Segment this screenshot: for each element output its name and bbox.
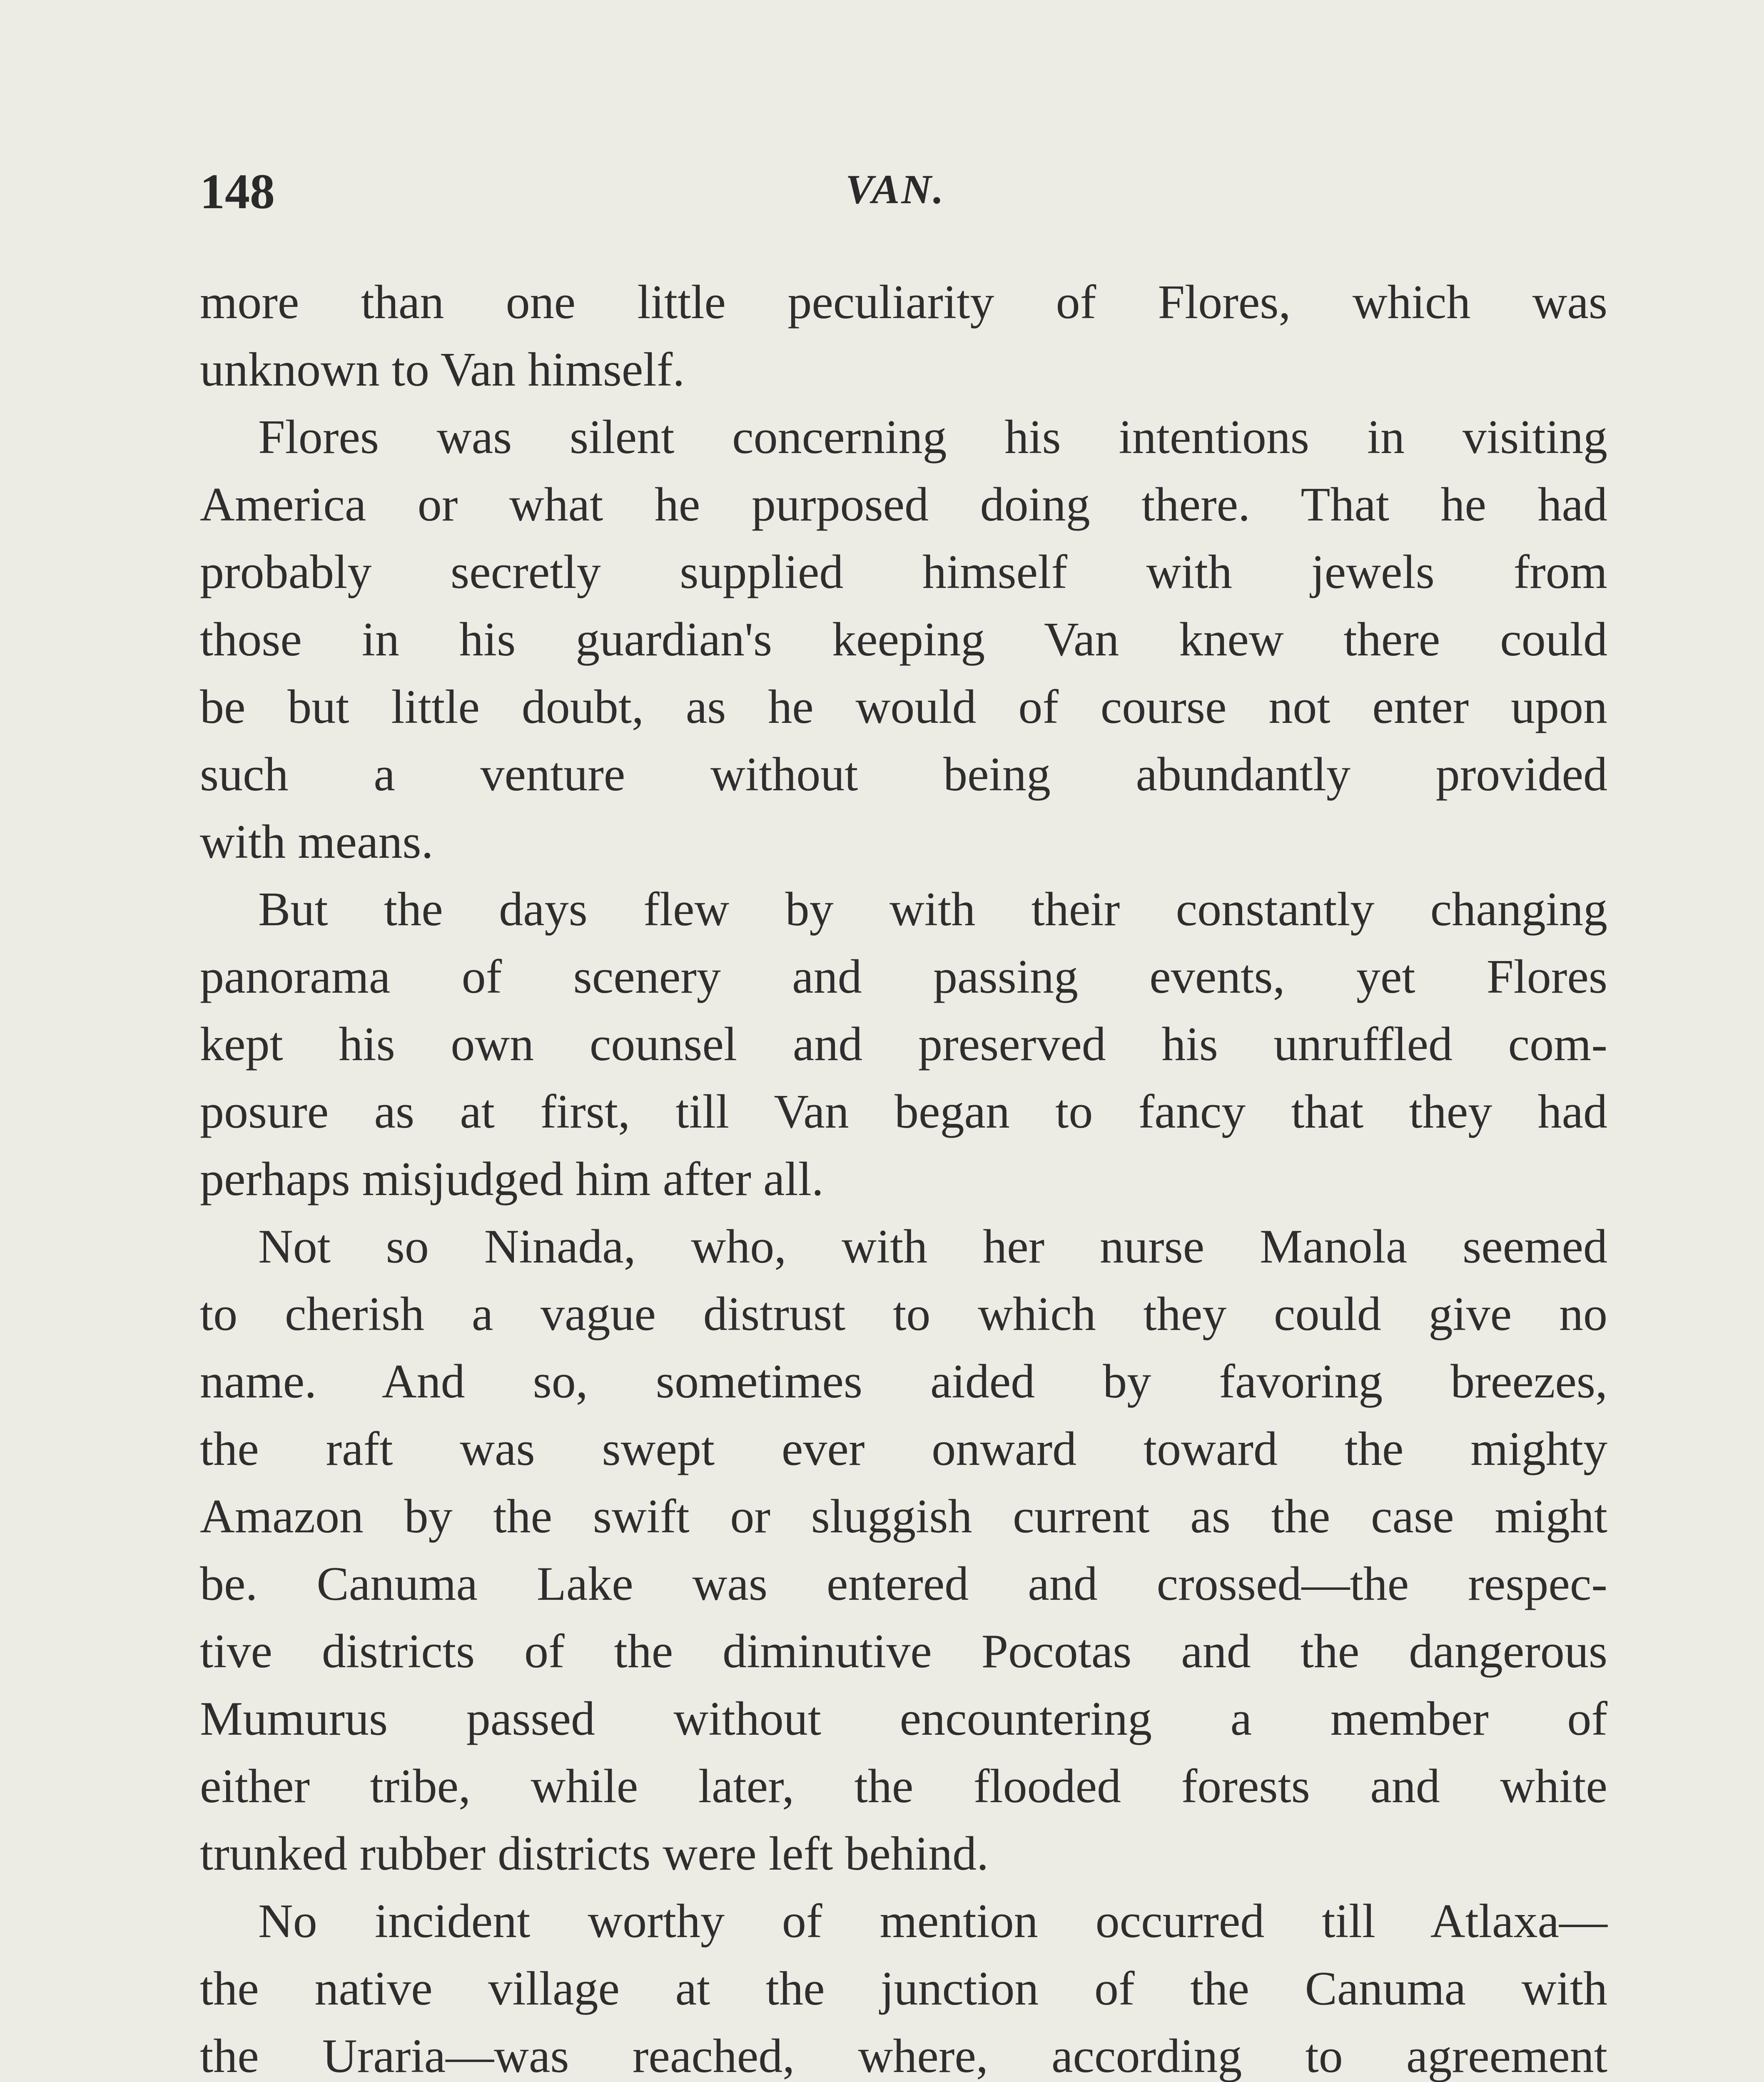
text-line: No incident worthy of mention occurred till Atlaxa— xyxy=(258,1895,1607,1948)
text-line: But the days flew by with their constantly changing xyxy=(258,883,1607,936)
text-line: such a venture without being abundantly provided xyxy=(200,748,1607,801)
text-line: America or what he purposed doing there. That he had xyxy=(200,478,1607,531)
text-line: be. Canuma Lake was entered and crossed—the respec- xyxy=(200,1557,1607,1611)
body-text xyxy=(200,269,1607,2082)
text-line: to cherish a vague distrust to which they could give no xyxy=(200,1288,1607,1341)
text-line: unknown to Van himself. xyxy=(200,343,685,396)
text-line: the Uraria—was reached, where, according to agreement xyxy=(200,2030,1607,2082)
text-line: Mumurus passed without encountering a member of xyxy=(200,1692,1607,1746)
text-line: with means. xyxy=(200,815,434,869)
text-line: perhaps misjudged him after all. xyxy=(200,1153,824,1206)
text-line: Amazon by the swift or sluggish current as the case might xyxy=(200,1490,1607,1543)
text-line: posure as at first, till Van began to fancy that they had xyxy=(200,1085,1607,1138)
text-line: probably secretly supplied himself with jewels from xyxy=(200,545,1607,599)
text-line: trunked rubber districts were left behind. xyxy=(200,1827,989,1880)
text-line: those in his guardian's keeping Van knew there could xyxy=(200,613,1607,666)
text-line: Not so Ninada, who, with her nurse Manola seemed xyxy=(258,1220,1607,1273)
text-line: the native village at the junction of the Canuma with xyxy=(200,1962,1607,2015)
text-line: more than one little peculiarity of Flores, which was xyxy=(200,276,1607,329)
text-line: name. And so, sometimes aided by favoring breezes, xyxy=(200,1355,1607,1408)
text-line: tive districts of the diminutive Pocotas and the dangerous xyxy=(200,1625,1607,1678)
text-line: either tribe, while later, the flooded forests and white xyxy=(200,1760,1607,1813)
text-line: Flores was silent concerning his intentions in visiting xyxy=(258,411,1607,464)
text-line: panorama of scenery and passing events, yet Flores xyxy=(200,950,1607,1004)
text-line: the raft was swept ever onward toward the mighty xyxy=(200,1422,1607,1476)
text-line: be but little doubt, as he would of course not enter upon xyxy=(200,680,1607,734)
running-head: VAN. xyxy=(845,166,945,212)
page-number: 148 xyxy=(200,164,275,219)
text-line: kept his own counsel and preserved his unruffled com- xyxy=(200,1018,1607,1071)
